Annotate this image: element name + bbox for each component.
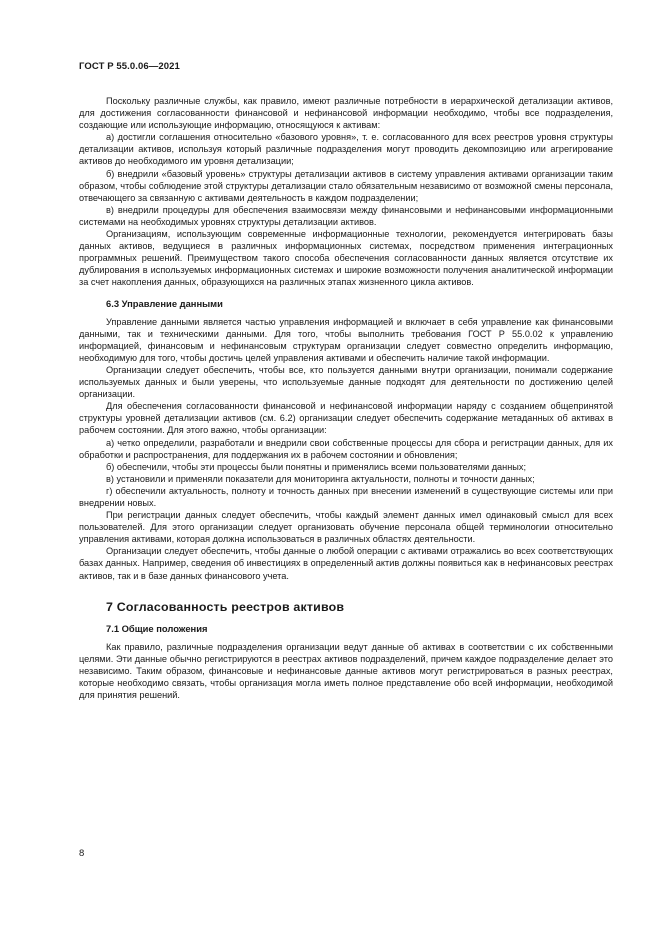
paragraph: При регистрации данных следует обеспечить, чтобы каждый элемент данных имел одинаковый смысл для всех пользователей. Для этого организации следует организовать обучение персонала общей терминологии относительно управления активами, которая должна использоваться в различных областях деятельности. — [79, 510, 613, 545]
list-item: г) обеспечили актуальность, полноту и точность данных при внесении изменений в существующие системы или при внедрении новых. — [79, 485, 613, 508]
paragraph: Поскольку различные службы, как правило, имеют различные потребности в иерархической детализации активов, для достижения согласованности финансовой и нефинансовой информации необходимо, чтобы все подразделения, создающие или использующие информацию, относящуюся к активам: — [79, 96, 613, 131]
paragraph: Организациям, использующим современные информационные технологии, рекомендуется интегрировать базы данных активов, ведущиеся в различных информационных системах, посредством применения интеграционных программных решений. Преимуществом такого способа обеспечения согласованности данных является отсутствие их дублирования в используемых информационных системах и широкие возможности получения аналитической информации за счет накопления данных, образующихся на различных этапах жизненного цикла активов. — [79, 229, 613, 288]
list-item: в) установили и применяли показатели для мониторинга актуальности, полноты и точности данных; — [106, 473, 535, 484]
section-heading-6-3: 6.3 Управление данными — [106, 297, 223, 309]
paragraph: Организации следует обеспечить, чтобы все, кто пользуется данными внутри организации, понимали содержание используемых данных и были уверены, что используемые данные подходят для деятельности по достижению целей организации. — [79, 364, 613, 400]
paragraph: Как правило, различные подразделения организации ведут данные об активах в соответствии с их собственными целями. Эти данные обычно регистрируются в реестрах активов подразделений, причем каждое подразделение делает это независимо. Таким образом, финансовые и нефинансовые данные активов могут регистрироваться в разных реестрах, которые необходимо связать, чтобы организация могла иметь полное представление обо всей информации, необходимой для принятия решений. — [79, 641, 613, 701]
list-item: а) четко определили, разработали и внедрили свои собственные процессы для сбора и регистрации данных, для их обработки и распространения, для поддержания их в рабочем состоянии и обновления; — [79, 437, 613, 460]
document-body — [79, 95, 613, 701]
document-header: ГОСТ Р 55.0.06—2021 — [79, 61, 180, 72]
paragraph: Организации следует обеспечить, чтобы данные о любой операции с активами отражались во всех соответствующих базах данных. Например, сведения об инвестициях в определенный актив должны появиться как в нефинансовых реестрах активов, так и в базе данных финансового учета. — [79, 546, 613, 581]
section-heading-7-1: 7.1 Общие положения — [106, 622, 208, 634]
list-item: в) внедрили процедуры для обеспечения взаимосвязи между финансовыми и нефинансовыми информационными системами на необходимых уровнях структуры детализации активов. — [79, 204, 613, 227]
paragraph: Для обеспечения согласованности финансовой и нефинансовой информации наряду с созданием общепринятой структуры уровней детализации активов (см. 6.2) организации следует обеспечить содержание метаданных об активах в рабочем состоянии. Для этого важно, чтобы организации: — [79, 401, 613, 436]
list-item: а) достигли соглашения относительно «базового уровня», т. е. согласованного для всех реестров уровня структуры детализации активов, используя который различные подразделения могут проводить декомпозицию или агрегирование активов до необходимого им уровня детализации; — [79, 132, 613, 167]
list-item: б) обеспечили, чтобы эти процессы были понятны и применялись всеми пользователями данных; — [106, 461, 527, 472]
page-number: 8 — [79, 848, 85, 859]
list-item: б) внедрили «базовый уровень» структуры детализации активов в систему управления активами организации таким образом, чтобы соблюдение этой структуры детализации стало обязательным независимо от возможной смены персонала, отвечающего за связанную с активами деятельность в каждом подразделении; — [79, 168, 613, 203]
section-heading-7: 7 Согласованность реестров активов — [106, 599, 345, 614]
paragraph: Управление данными является частью управления информацией и включает в себя управление как финансовыми данными, так и техническими данными. Для того, чтобы выполнить требования ГОСТ Р 55.0.02 к управлению информацией, финансовым и нефинансовым структурам организации следует совместно определить информацию, необходимую для того, чтобы достичь целей управления активами и обеспечить наличие такой информации. — [79, 316, 613, 363]
